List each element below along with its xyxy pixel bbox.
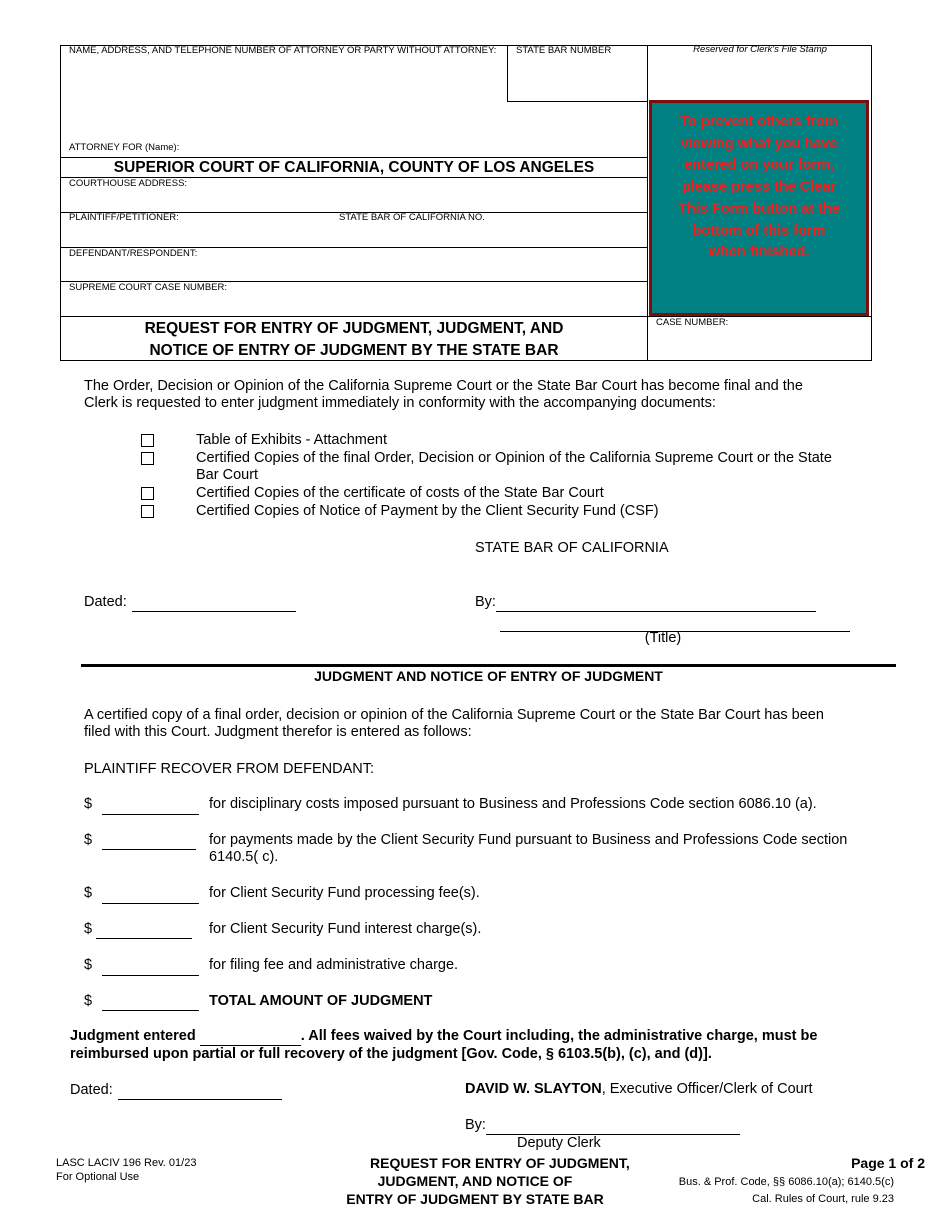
privacy-notice-line: To prevent others from [680, 114, 838, 130]
page-number: Page 1 of 2 [851, 1155, 925, 1171]
judgment-intro-line1: A certified copy of a final order, decision or opinion of the California Supreme Court or the State Bar Court has been [84, 707, 824, 723]
state-bar-bottom [507, 101, 648, 102]
privacy-notice-line: This Form button at the [678, 200, 840, 217]
currency-symbol: $ [84, 957, 93, 973]
line-title [60, 316, 872, 317]
currency-symbol: $ [84, 832, 93, 848]
amount-description: for disciplinary costs imposed pursuant to Business and Professions Code section 6086.10 (a). [209, 796, 817, 812]
request-dated-field[interactable] [132, 594, 296, 612]
checklist-item: Certified Copies of the certificate of costs of the State Bar Court [196, 485, 604, 501]
privacy-notice-line: bottom of this form [692, 222, 826, 239]
defendant-label: DEFENDANT/RESPONDENT: [69, 248, 198, 259]
attorney-label: NAME, ADDRESS, AND TELEPHONE NUMBER OF ATTORNEY OR PARTY WITHOUT ATTORNEY: [69, 45, 497, 56]
judgment-entered [70, 1028, 817, 1063]
privacy-notice-line: entered on your form, [684, 157, 834, 174]
form-title-line1: REQUEST FOR ENTRY OF JUDGMENT, JUDGMENT, AND [144, 320, 564, 337]
rule-ref: Cal. Rules of Court, rule 9.23 [752, 1193, 894, 1205]
checklist-item-line2: Bar Court [196, 467, 259, 483]
privacy-notice-line: please press the Clear [682, 179, 836, 196]
request-dated [84, 594, 296, 612]
caption-divider [647, 45, 648, 361]
case-number-label: CASE NUMBER: [656, 317, 729, 328]
footer-title-line1: REQUEST FOR ENTRY OF JUDGMENT, [370, 1155, 630, 1171]
court-name: SUPERIOR COURT OF CALIFORNIA, COUNTY OF LOS ANGELES [113, 159, 595, 176]
supreme-case-label: SUPREME COURT CASE NUMBER: [69, 282, 228, 293]
dated-label: Dated: [84, 594, 127, 610]
currency-symbol: $ [84, 885, 93, 901]
checkbox-table-of-exhibits[interactable] [141, 434, 154, 447]
amount-total-field[interactable] [102, 1010, 199, 1011]
clerk-stamp-label: Reserved for Clerk's File Stamp [693, 44, 827, 55]
footer-title-line2: JUDGMENT, AND NOTICE OF [377, 1173, 573, 1189]
checklist-item: Certified Copies of Notice of Payment by the Client Security Fund (CSF) [196, 503, 659, 519]
amount-csf-processing-field[interactable] [102, 903, 199, 904]
total-amount-label: TOTAL AMOUNT OF JUDGMENT [209, 993, 433, 1009]
plaintiff-recover: PLAINTIFF RECOVER FROM DEFENDANT: [84, 761, 375, 777]
courthouse-label: COURTHOUSE ADDRESS: [69, 178, 188, 189]
section-separator [81, 664, 896, 667]
checkbox-certified-order[interactable] [141, 452, 154, 465]
judgment-heading: JUDGMENT AND NOTICE OF ENTRY OF JUDGMENT [314, 668, 663, 684]
by-label: By: [475, 594, 496, 610]
checkbox-certificate-of-costs[interactable] [141, 487, 154, 500]
amount-description-line1: for payments made by the Client Security Fund pursuant to Business and Professions Code section [209, 832, 848, 848]
currency-symbol: $ [84, 993, 93, 1009]
checklist-item: Table of Exhibits - Attachment [196, 432, 388, 448]
judgment-dated [70, 1082, 282, 1100]
amount-description [209, 832, 847, 866]
form-id: LASC LACIV 196 Rev. 01/23 [56, 1157, 197, 1169]
officer-name: DAVID W. SLAYTON [465, 1081, 602, 1097]
checkbox-csf-notice[interactable] [141, 505, 154, 518]
currency-symbol: $ [84, 921, 93, 937]
request-intro-line1: The Order, Decision or Opinion of the California Supreme Court or the State Bar Court has become final and the [84, 378, 803, 394]
form-title [60, 318, 648, 362]
amount-filing-fee-field[interactable] [102, 975, 199, 976]
request-intro [84, 378, 803, 412]
clerk-by-field[interactable] [486, 1117, 740, 1135]
checklist-item [196, 450, 832, 484]
deputy-clerk-label: Deputy Clerk [517, 1135, 601, 1151]
privacy-notice-box [649, 100, 869, 316]
footer-title [330, 1154, 630, 1208]
state-bar-ca-no-label: STATE BAR OF CALIFORNIA NO. [339, 212, 485, 223]
amount-description-line2: 6140.5( c). [209, 849, 279, 865]
amount-description: for Client Security Fund interest charge(s). [209, 921, 482, 937]
request-by [475, 594, 816, 612]
officer-title: , Executive Officer/Clerk of Court [601, 1081, 813, 1097]
footer-refs [679, 1174, 894, 1208]
footer-title-line3: ENTRY OF JUDGMENT BY STATE BAR [346, 1191, 604, 1207]
privacy-notice-line: viewing what you have [680, 135, 838, 152]
clerk-signature-block [465, 1081, 813, 1098]
footer-form-id [56, 1156, 196, 1184]
privacy-notice-line: when finished. [708, 244, 810, 261]
judgment-entered-date-field[interactable] [200, 1028, 301, 1046]
amount-description: for Client Security Fund processing fee(s). [209, 885, 480, 901]
judgment-entered-label: Judgment entered [70, 1028, 196, 1044]
form-title-line2: NOTICE OF ENTRY OF JUDGMENT BY THE STATE BAR [149, 342, 559, 359]
judgment-intro [84, 707, 824, 741]
currency-symbol: $ [84, 796, 93, 812]
clerk-by [465, 1117, 740, 1135]
by-label: By: [465, 1117, 486, 1133]
judgment-intro-line2: filed with this Court. Judgment therefor is entered as follows: [84, 724, 472, 740]
checklist-item-line1: Certified Copies of the final Order, Decision or Opinion of the California Supreme Court or the State [196, 450, 832, 466]
judgment-entered-rest: . All fees waived by the Court including, the administrative charge, must be [300, 1028, 818, 1044]
optional-use: For Optional Use [56, 1171, 140, 1183]
amount-disciplinary-field[interactable] [102, 814, 199, 815]
amount-description: for filing fee and administrative charge. [209, 957, 459, 973]
request-intro-line2: Clerk is requested to enter judgment immediately in conformity with the accompanying documents: [84, 395, 716, 411]
plaintiff-label: PLAINTIFF/PETITIONER: [69, 212, 179, 223]
amount-csf-payments-field[interactable] [102, 849, 196, 850]
state-bar-number-label: STATE BAR NUMBER [516, 45, 612, 56]
request-by-field[interactable] [496, 594, 816, 612]
amount-csf-interest-field[interactable] [96, 938, 192, 939]
judgment-entered-line2: reimbursed upon partial or full recovery of the judgment [Gov. Code, § 6103.5(b), (c), and (d)]. [70, 1046, 712, 1062]
code-ref: Bus. & Prof. Code, §§ 6086.10(a); 6140.5(c) [678, 1176, 894, 1188]
dated-label: Dated: [70, 1082, 113, 1098]
state-bar-divider [507, 45, 508, 102]
org-name: STATE BAR OF CALIFORNIA [475, 540, 669, 556]
judgment-dated-field[interactable] [118, 1082, 282, 1100]
title-label: (Title) [644, 630, 682, 646]
attorney-for-label: ATTORNEY FOR (Name): [69, 142, 180, 153]
